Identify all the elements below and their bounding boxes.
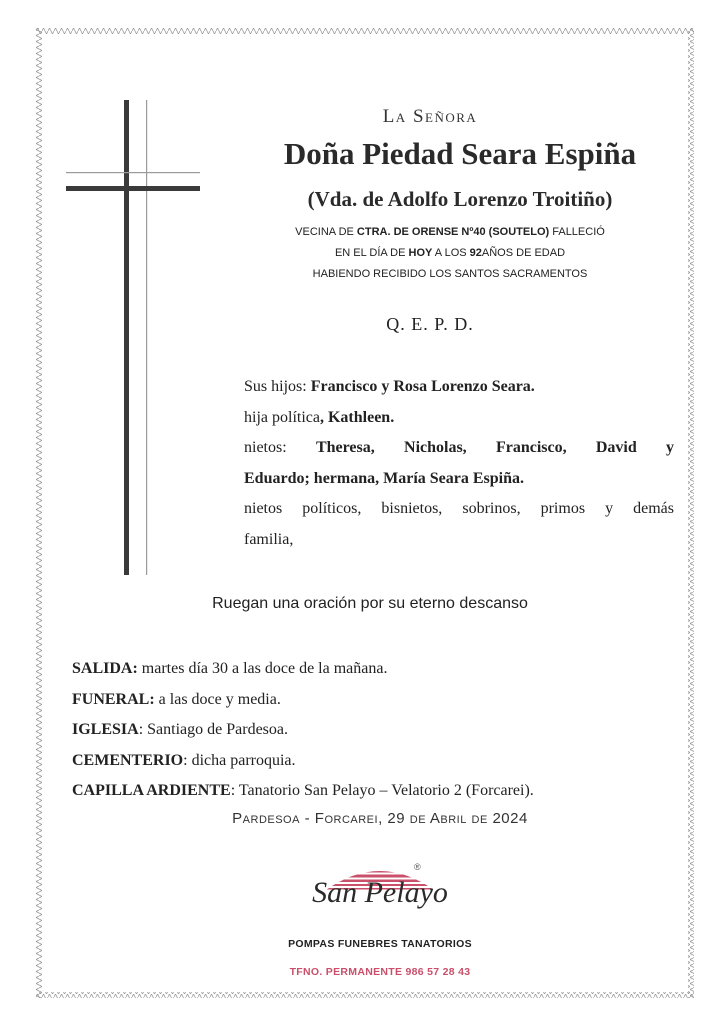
family-children: Sus hijos: Francisco y Rosa Lorenzo Seara. <box>244 378 535 395</box>
detail-capilla: CAPILLA ARDIENTE: Tanatorio San Pelayo – Velatorio 2 (Forcarei). <box>72 782 534 799</box>
detail-cementerio: CEMENTERIO: dicha parroquia. <box>72 751 296 769</box>
detail-funeral: FUNERAL: a las doce y media. <box>72 690 281 708</box>
company-tagline: POMPAS FUNEBRES TANATORIOS <box>288 938 472 950</box>
company-phone: TFNO. PERMANENTE 986 57 28 43 <box>289 966 471 978</box>
registered-mark: ® <box>414 862 421 872</box>
place-date: Pardesoa - Forcarei, 29 de Abril de 2024 <box>232 810 528 827</box>
ceremony-details <box>72 654 692 807</box>
detail-salida: SALIDA: martes día 30 a las doce de la mañana. <box>72 660 388 677</box>
family-grandchildren-a: nietos: Theresa, Nicholas, Francisco, David y <box>244 439 675 456</box>
deceased-name: Doña Piedad Seara Espiña <box>283 136 637 171</box>
family-others-a: nietos políticos, bisnietos, sobrinos, primos y demás <box>244 500 674 517</box>
widow-of: (Vda. de Adolfo Lorenzo Troitiño) <box>307 187 613 211</box>
info-line-2: EN EL DÍA DE HOY A LOS 92AÑOS DE EDAD <box>334 247 566 259</box>
prayer-text: Ruegan una oración por su eterno descanso <box>212 595 528 612</box>
qepd: Q. E. P. D. <box>386 314 474 334</box>
family-daughter-in-law: hija política, Kathleen. <box>244 408 395 426</box>
family-grandchildren-b: Eduardo; hermana, María Seara Espiña. <box>244 469 525 487</box>
logo-text: San Pelayo <box>312 876 448 909</box>
detail-iglesia: IGLESIA: Santiago de Pardesoa. <box>72 721 288 738</box>
info-line-3: HABIENDO RECIBIDO LOS SANTOS SACRAMENTOS <box>312 268 588 280</box>
title-prefix: La Señora <box>382 106 478 127</box>
family-list <box>244 372 674 555</box>
family-others-b: familia, <box>244 530 294 548</box>
info-line-1: VECINA DE CTRA. DE ORENSE Nº40 (SOUTELO) FALLECIÓ <box>295 226 605 238</box>
